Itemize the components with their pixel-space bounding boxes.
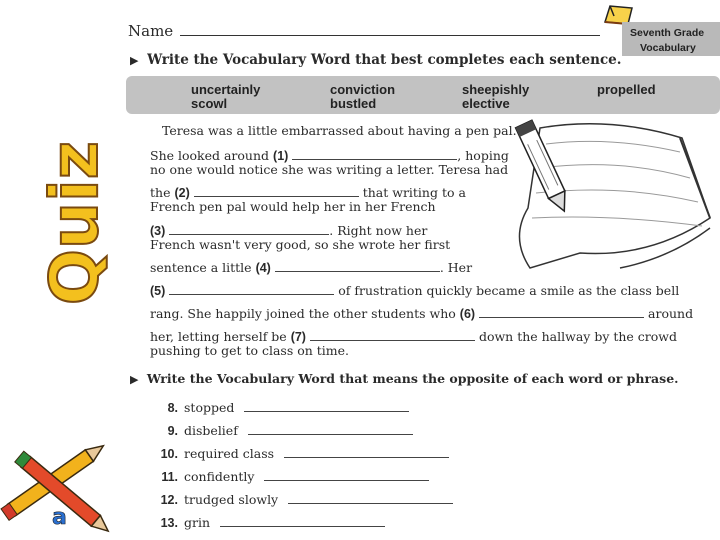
quiz-title bbox=[30, 130, 130, 360]
word-bank-item: elective bbox=[462, 96, 510, 111]
opposite-item: 12. trudged slowly bbox=[150, 491, 453, 507]
arrow-icon: ▶ bbox=[130, 54, 139, 67]
opposite-item: 8. stopped bbox=[150, 399, 409, 415]
opposite-answer-blank[interactable] bbox=[284, 445, 449, 458]
quiz-title-text: Quiz bbox=[36, 140, 113, 306]
answer-blank-1[interactable] bbox=[292, 147, 457, 160]
name-line[interactable] bbox=[180, 35, 600, 36]
word-bank-item: sheepishly bbox=[462, 82, 530, 97]
answer-blank-3[interactable] bbox=[169, 222, 329, 235]
opposite-item: 9. disbelief bbox=[150, 422, 413, 438]
passage-line: pushing to get to class on time. bbox=[150, 343, 350, 358]
section2-instruction: ▶ Write the Vocabulary Word that means the opposite of each word or phrase. bbox=[130, 371, 679, 386]
passage-line: She looked around (1) , hoping bbox=[150, 148, 509, 163]
blank-number: (4) bbox=[255, 261, 271, 275]
word-bank-item: scowl bbox=[191, 96, 228, 111]
passage-line: Teresa was a little embarrassed about having a pen pal. bbox=[162, 123, 517, 138]
opposite-answer-blank[interactable] bbox=[248, 422, 413, 435]
blank-number: (6) bbox=[459, 307, 476, 321]
arrow-icon: ▶ bbox=[130, 373, 139, 386]
word-bank-item: bustled bbox=[330, 96, 377, 111]
opposite-answer-blank[interactable] bbox=[264, 468, 429, 481]
svg-text:a: a bbox=[52, 505, 67, 530]
passage-line: French wasn't very good, so she wrote her first bbox=[150, 237, 451, 252]
passage-line: no one would notice she was writing a letter. Teresa had bbox=[150, 162, 509, 177]
word-bank-item: propelled bbox=[597, 82, 656, 97]
passage-line: rang. She happily joined the other students who (6) around bbox=[150, 306, 694, 321]
blank-number: (3) bbox=[150, 224, 166, 238]
opposite-item: 11. confidently bbox=[150, 468, 429, 484]
opposite-answer-blank[interactable] bbox=[244, 399, 409, 412]
passage-line: French pen pal would help her in her French bbox=[150, 199, 436, 214]
passage-line: sentence a little (4) . Her bbox=[150, 260, 473, 275]
opposite-answer-blank[interactable] bbox=[288, 491, 453, 504]
blank-number: (5) bbox=[150, 284, 166, 298]
word-bank-item: conviction bbox=[330, 82, 396, 97]
pencils-clipart-icon bbox=[0, 432, 130, 540]
word-bank-item: uncertainly bbox=[191, 82, 261, 97]
letter-pen-illustration-icon bbox=[470, 118, 720, 278]
answer-blank-2[interactable] bbox=[194, 184, 359, 197]
passage-line: (3) . Right now her bbox=[150, 223, 428, 238]
answer-blank-4[interactable] bbox=[275, 259, 440, 272]
passage-line: (5) of frustration quickly became a smile as the class bell bbox=[150, 283, 680, 298]
name-label: Name bbox=[128, 22, 174, 40]
passage-line: her, letting herself be (7) down the hallway by the crowd bbox=[150, 329, 678, 344]
answer-blank-7[interactable] bbox=[310, 328, 475, 341]
blank-number: (7) bbox=[290, 330, 306, 344]
passage-line: the (2) that writing to a bbox=[150, 185, 466, 200]
grade-badge-line2: Vocabulary bbox=[640, 42, 696, 54]
answer-blank-5[interactable] bbox=[169, 282, 334, 295]
grade-badge bbox=[622, 22, 720, 56]
opposite-item: 10. required class bbox=[150, 445, 449, 461]
answer-blank-6[interactable] bbox=[479, 305, 644, 318]
blank-number: (1) bbox=[273, 149, 289, 163]
opposite-item: 13. grin bbox=[150, 514, 385, 530]
section1-instruction: ▶ Write the Vocabulary Word that best completes each sentence. bbox=[130, 52, 622, 68]
opposite-answer-blank[interactable] bbox=[220, 514, 385, 527]
grade-badge-line1: Seventh Grade bbox=[630, 27, 705, 39]
blank-number: (2) bbox=[174, 186, 190, 200]
